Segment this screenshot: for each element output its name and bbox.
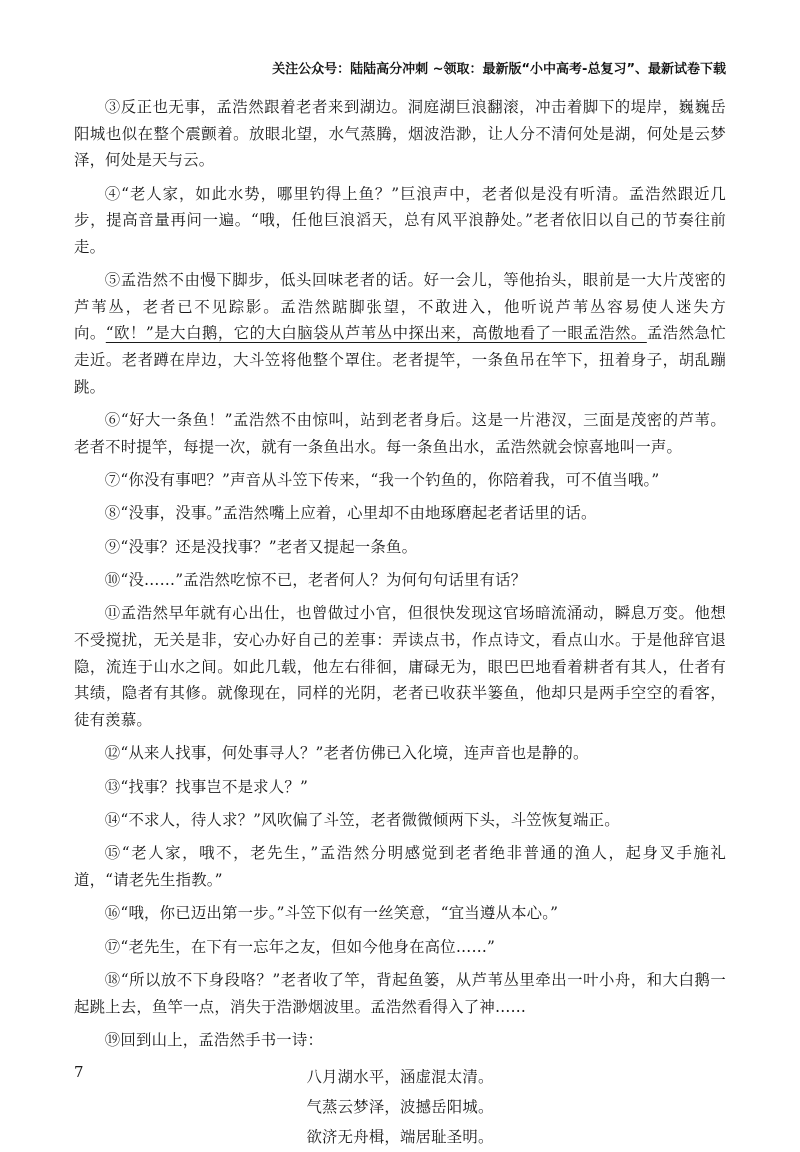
paragraph-13: ⑬“找事？找事岂不是求人？” [104, 777, 309, 796]
paragraph-19: ⑲回到山上，孟浩然手书一诗： [104, 1031, 324, 1050]
paragraph-9: ⑨“没事？还是没找事？”老者又提起一条鱼。 [104, 537, 418, 556]
paragraph-17: ⑰“老先生，在下有一忘年之友，但如今他身在高位……” [104, 937, 496, 956]
paragraph-6: ⑥“好大一条鱼！”孟浩然不由惊叫，站到老者身后。这是一片港汊，三面是茂密的芦苇。老者不时提竿，每提一次，就有一条鱼出水。每一条鱼出水，孟浩然就会惊喜地叫一声。 [74, 410, 726, 456]
paragraph-4: ④“老人家，如此水势，哪里钓得上鱼？”巨浪声中，老者似是没有听清。孟浩然跟近几步，提高音量再问一遍。“哦，任他巨浪滔天，总有风平浪静处。”老者依旧以自己的节奏往前走。 [74, 184, 726, 256]
paragraph-5 [74, 267, 726, 400]
page-header-banner: 关注公众号：陆陆高分冲刺 ~领取：最新版“小中高考-总复习”、最新试卷下载 [272, 62, 726, 77]
poem-line-1: 八月湖水平，涵虚混太清。 [306, 1067, 494, 1086]
article-body [74, 94, 726, 1152]
paragraph-5-text-before: ⑤孟浩然不由慢下脚步，低头回味老者的话。好一会儿，等他抬头，眼前是一大片茂密的芦苇丛，老者已不见踪影。孟浩然踮脚张望，不敢进入，他听说芦苇丛容易使人迷失方向。 [74, 271, 726, 343]
paragraph-16: ⑯“哦，你已迈出第一步。”斗笠下似有一丝笑意，“宜当遵从本心。” [104, 904, 559, 923]
poem-line-2: 气蒸云梦泽，波撼岳阳城。 [306, 1097, 494, 1116]
paragraph-5-text-after: 孟浩然急忙走近。老者蹲在岸边，大斗笠将他整个罩住。老者提竿，一条鱼吊在竿下，扭着身子，胡乱蹦跳。 [74, 324, 726, 396]
paragraph-7: ⑦“你没有事吧？”声音从斗笠下传来，“我一个钓鱼的，你陪着我，可不值当哦。” [104, 470, 660, 489]
paragraph-3: ③反正也无事，孟浩然跟着老者来到湖边。洞庭湖巨浪翻滚，冲击着脚下的堤岸，巍巍岳阳城也似在整个震颤着。放眼北望，水气蒸腾，烟波浩渺，让人分不清何处是湖，何处是云梦泽，何处是天与云。 [74, 98, 726, 170]
paragraph-8: ⑧“没事，没事。”孟浩然嘴上应着，心里却不由地琢磨起老者话里的话。 [104, 504, 597, 523]
paragraph-14: ⑭“不求人，待人求？”风吹偏了斗笠，老者微微倾两下头，斗笠恢复端正。 [104, 811, 620, 830]
poem [74, 1062, 726, 1152]
poem-line-3: 欲济无舟楫，端居耻圣明。 [306, 1127, 494, 1146]
page-number: 7 [74, 1063, 84, 1081]
underlined-sentence: “欧！”是大白鹅，它的大白脑袋从芦苇丛中探出来，高傲地看了一眼孟浩然。 [105, 324, 647, 343]
paragraph-15: ⑮“老人家，哦不，老先生，”孟浩然分明感觉到老者绝非普通的渔人，起身叉手施礼道，“请老先生指教。” [74, 844, 726, 889]
paragraph-18: ⑱“所以放不下身段咯？”老者收了竿，背起鱼篓，从芦苇丛里牵出一叶小舟，和大白鹅一起跳上去，鱼竿一点，消失于浩渺烟波里。孟浩然看得入了神…… [74, 971, 726, 1016]
paragraph-10: ⑩“没……”孟浩然吃惊不已，老者何人？为何句句话里有话？ [104, 571, 527, 590]
paragraph-11: ⑪孟浩然早年就有心出仕，也曾做过小官，但很快发现这官场暗流涌动，瞬息万变。他想不受搅扰，无关是非，安心办好自己的差事：弄读点书，作点诗文，看点山水。于是他辞官退隐，流连于山水之间。如此几载，他左右徘徊，庸碌无为，眼巴巴地看着耕者有其人，仕者有其绩，隐者有其修。就像现在，同样的光阴，老者已收获半篓鱼，他却只是两手空空的看客，徒有羡慕。 [74, 604, 726, 729]
paragraph-12: ⑫“从来人找事，何处事寻人？”老者仿佛已入化境，连声音也是静的。 [104, 744, 589, 763]
